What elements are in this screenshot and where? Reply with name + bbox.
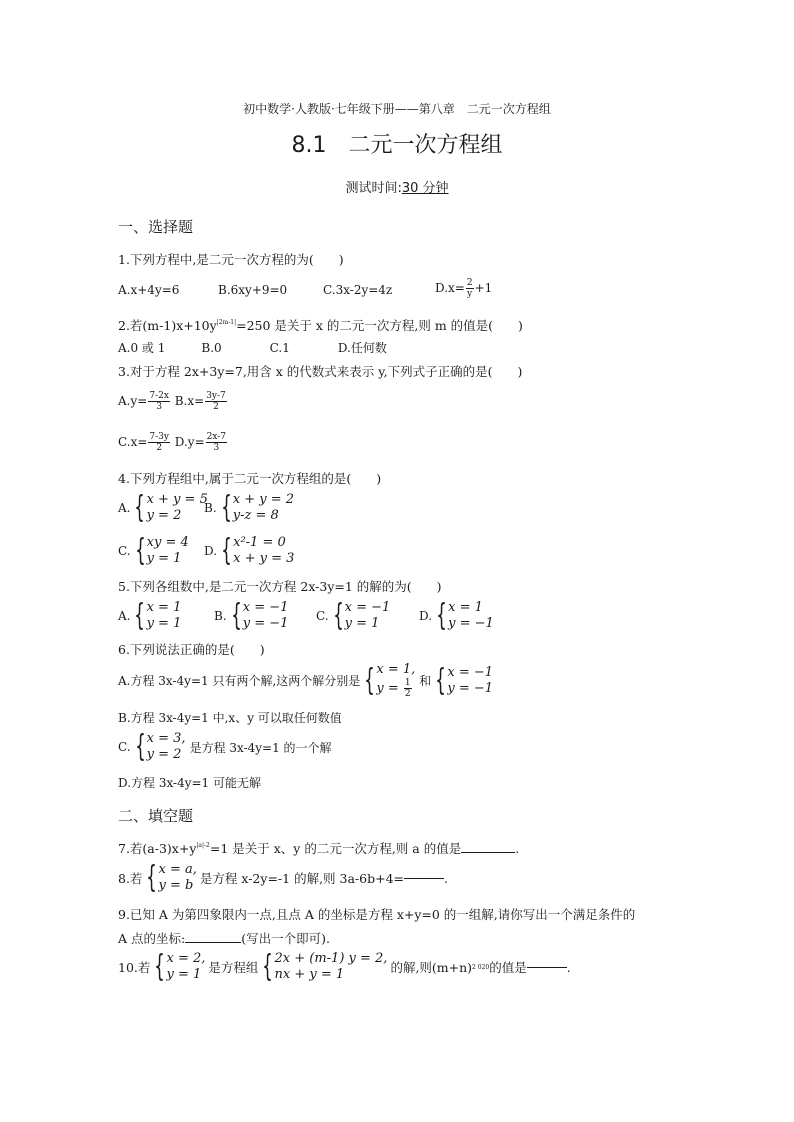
option-a-text: A.方程 3x-4y=1 只有两个解,这两个解分别是 bbox=[118, 674, 361, 688]
eq-line: x = a, bbox=[158, 862, 197, 877]
brace: { bbox=[221, 533, 232, 568]
eq-line: y = 1 bbox=[344, 616, 380, 631]
frac-denominator: 3 bbox=[156, 402, 162, 412]
eq-line: y = 2 bbox=[146, 508, 182, 523]
page-header: 初中数学·人教版·七年级下册——第八章 二元一次方程组 bbox=[243, 102, 551, 116]
q3-b-prefix: B.x= bbox=[170, 394, 205, 408]
question-7 bbox=[118, 839, 519, 857]
frac-numerator: 2 bbox=[466, 278, 473, 288]
question-9-line-2 bbox=[118, 929, 330, 947]
eq-line: x = 1, bbox=[376, 662, 416, 677]
eq-line: x = −1 bbox=[344, 600, 391, 615]
brace: { bbox=[134, 490, 146, 525]
eq-line: y = 1 bbox=[146, 551, 182, 566]
answer-blank[interactable] bbox=[527, 966, 567, 968]
question-4-option-a bbox=[118, 492, 208, 524]
question-5-option-a bbox=[118, 600, 181, 632]
option-letter: A. bbox=[118, 609, 131, 623]
brace: { bbox=[134, 533, 146, 568]
option-letter: D. bbox=[419, 609, 433, 623]
section-fill-heading: 二、填空题 bbox=[118, 807, 194, 825]
q7-end: . bbox=[515, 841, 520, 856]
eq-line: 2x + (m-1) y = 2, bbox=[274, 951, 388, 966]
frac-denominator: 2 bbox=[404, 689, 411, 699]
brace: { bbox=[146, 860, 158, 895]
question-6-stem: 6.下列说法正确的是( ) bbox=[118, 642, 265, 657]
question-3-options-ab bbox=[118, 391, 228, 412]
q9-suffix: (写出一个即可). bbox=[241, 931, 330, 946]
eq-line: x = −1 bbox=[447, 664, 494, 680]
brace: { bbox=[436, 598, 447, 633]
option-letter: C. bbox=[118, 740, 131, 754]
option-d-prefix: D.x= bbox=[435, 281, 465, 295]
eq-line: y = 1 bbox=[166, 967, 202, 982]
brace: { bbox=[332, 598, 344, 633]
section-choice-heading: 一、选择题 bbox=[118, 218, 194, 236]
frac-numerator: 3y-7 bbox=[206, 391, 226, 401]
answer-blank[interactable] bbox=[461, 851, 515, 853]
option-letter: D. bbox=[204, 544, 218, 558]
question-9-line-1: 9.已知 A 为第四象限内一点,且点 A 的坐标是方程 x+y=0 的一组解,请你写出一个满足条件的 bbox=[118, 907, 636, 922]
frac-numerator: 7-3y bbox=[149, 432, 169, 442]
question-6-option-c bbox=[118, 731, 332, 763]
brace: { bbox=[230, 598, 242, 633]
option-c-text: 是方程 3x-4y=1 的一个解 bbox=[189, 740, 332, 755]
question-1-option-b: B.6xy+9=0 bbox=[218, 283, 288, 297]
time-label: 测试时间: bbox=[345, 181, 402, 196]
question-5-stem: 5.下列各组数中,是二元一次方程 2x-3y=1 的解的为( ) bbox=[118, 579, 442, 594]
q2-stem-prefix: 2.若(m-1)x+10y bbox=[118, 318, 217, 333]
answer-blank[interactable] bbox=[185, 941, 241, 943]
q10-suffix: 的值是 bbox=[489, 960, 527, 975]
eq-line: x = 1 bbox=[448, 600, 483, 615]
q10-end: . bbox=[566, 959, 571, 975]
question-2-options: A.0 或 1 B.0 C.1 D.任何数 bbox=[118, 341, 387, 355]
option-d-suffix: +1 bbox=[474, 281, 493, 295]
question-1-option-c: C.3x-2y=4z bbox=[323, 283, 393, 297]
frac-numerator: 7-2x bbox=[149, 391, 169, 401]
title-number: 8.1 bbox=[291, 133, 327, 158]
question-4-option-d bbox=[204, 535, 294, 567]
page-title bbox=[0, 128, 794, 159]
q9-prefix: A 点的坐标: bbox=[118, 931, 186, 946]
brace: { bbox=[154, 949, 166, 984]
q7-prefix: 7.若(a-3)x+y bbox=[118, 841, 197, 856]
q3-c-prefix: C.x= bbox=[118, 435, 148, 449]
eq-line: x + y = 2 bbox=[232, 492, 294, 507]
eq-line: y = 2 bbox=[146, 747, 182, 762]
frac-denominator: 3 bbox=[213, 443, 220, 453]
brace: { bbox=[262, 949, 274, 984]
eq-line: x = 3, bbox=[146, 731, 186, 746]
question-1-stem: 1.下列方程中,是二元一次方程的为( ) bbox=[118, 252, 344, 267]
question-5-option-d bbox=[419, 600, 494, 632]
brace: { bbox=[435, 662, 447, 698]
question-4-stem: 4.下列方程组中,属于二元一次方程组的是( ) bbox=[118, 471, 382, 486]
eq-line: y = −1 bbox=[448, 616, 494, 631]
eq-line: x + y = 5 bbox=[146, 492, 208, 507]
eq-line: x = 1 bbox=[146, 600, 182, 615]
question-1-option-a: A.x+4y=6 bbox=[118, 283, 180, 297]
q10-mid: 是方程组 bbox=[208, 960, 259, 975]
eq-line: y-z = 8 bbox=[232, 508, 279, 523]
q10-text: 的解,则(m+n) bbox=[390, 960, 473, 975]
question-4-option-c bbox=[118, 535, 189, 567]
eq-line: x = 2, bbox=[166, 951, 206, 966]
question-8 bbox=[118, 862, 448, 894]
eq-line: y = 1 bbox=[146, 616, 182, 631]
frac-denominator: 2 bbox=[213, 402, 219, 412]
q3-d-prefix: D.y= bbox=[170, 435, 205, 449]
question-3-options-cd bbox=[118, 432, 228, 453]
eq-line: y = −1 bbox=[242, 616, 289, 631]
q3-a-prefix: A.y= bbox=[118, 394, 148, 408]
frac-numerator: 1 bbox=[404, 678, 411, 688]
q10-exponent: 2 020 bbox=[472, 963, 490, 971]
q10-prefix: 10.若 bbox=[118, 960, 151, 975]
frac-denominator: y bbox=[467, 289, 473, 299]
time-value: 30 分钟 bbox=[401, 181, 449, 196]
option-letter: C. bbox=[316, 609, 329, 623]
eq-line: xy = 4 bbox=[146, 535, 189, 550]
answer-blank[interactable] bbox=[404, 877, 444, 879]
brace: { bbox=[134, 598, 146, 633]
brace: { bbox=[220, 490, 232, 525]
option-letter: A. bbox=[118, 501, 131, 515]
brace: { bbox=[134, 729, 146, 764]
question-4-option-b bbox=[204, 492, 294, 524]
title-text: 二元一次方程组 bbox=[348, 133, 503, 158]
question-1-option-d bbox=[435, 278, 492, 299]
q8-text: 是方程 x-2y=-1 的解,则 3a-6b+4= bbox=[199, 871, 405, 886]
question-3-stem: 3.对于方程 2x+3y=7,用含 x 的代数式来表示 y,下列式子正确的是( ) bbox=[118, 364, 523, 379]
question-6-option-d: D.方程 3x-4y=1 可能无解 bbox=[118, 776, 261, 790]
eq-line: x²-1 = 0 bbox=[233, 535, 286, 550]
eq-line: nx + y = 1 bbox=[274, 967, 345, 982]
q2-exponent: |2m-1| bbox=[216, 319, 237, 326]
q7-exponent: |a|-2 bbox=[196, 842, 210, 849]
eq-line: y = bbox=[376, 681, 403, 696]
and-word: 和 bbox=[419, 674, 432, 688]
q8-prefix: 8.若 bbox=[118, 871, 143, 886]
brace: { bbox=[364, 662, 376, 698]
q8-end: . bbox=[444, 870, 448, 886]
eq-line: x + y = 3 bbox=[233, 551, 295, 566]
question-5-option-b bbox=[214, 600, 288, 632]
test-time bbox=[0, 177, 794, 196]
question-6-option-b: B.方程 3x-4y=1 中,x、y 可以取任何数值 bbox=[118, 711, 342, 725]
eq-line: y = b bbox=[158, 878, 194, 893]
frac-numerator: 2x-7 bbox=[206, 432, 227, 442]
q2-stem-suffix: =250 是关于 x 的二元一次方程,则 m 的值是( ) bbox=[236, 318, 523, 333]
eq-line: y = −1 bbox=[447, 680, 494, 696]
question-2-stem bbox=[118, 316, 523, 334]
option-letter: B. bbox=[214, 609, 227, 623]
eq-line: x = −1 bbox=[242, 600, 289, 615]
question-6-option-a bbox=[118, 662, 493, 699]
question-5-option-c bbox=[316, 600, 390, 632]
question-10 bbox=[118, 951, 571, 983]
q7-text: =1 是关于 x、y 的二元一次方程,则 a 的值是 bbox=[209, 841, 462, 856]
option-letter: C. bbox=[118, 544, 131, 558]
option-letter: B. bbox=[204, 501, 217, 515]
frac-denominator: 2 bbox=[156, 443, 163, 453]
